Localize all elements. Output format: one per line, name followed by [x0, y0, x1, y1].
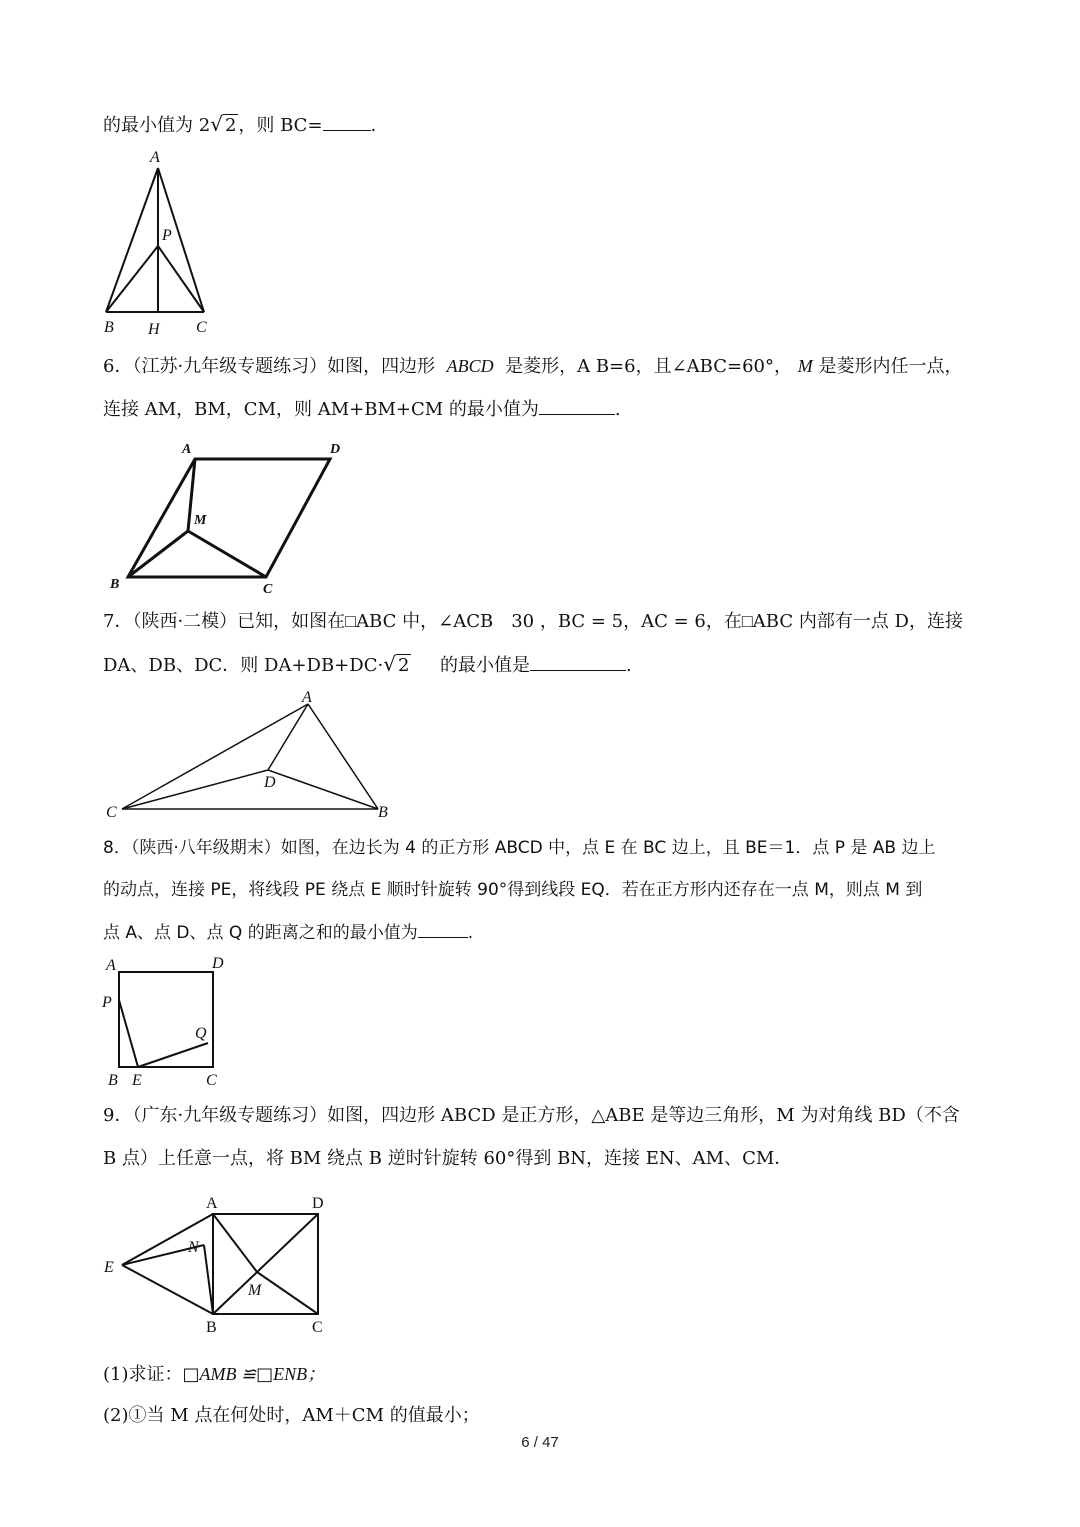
q7-line-1: 7．（陕西·二模）已知，如图在□ABC 中，∠ACB 30 ，BC = 5，AC = 6，在□ABC 内部有一点 D，连接	[103, 611, 963, 632]
label-b: B	[110, 577, 120, 592]
q7-line-2: DA、DB、DC．则 DA+DB+DC·√ 2 的最小值是 .	[103, 651, 632, 679]
q9-part-2: (2)①当 M 点在何处时，AM＋CM 的值最小；	[103, 1405, 480, 1426]
sqrt-2: √ 2	[383, 652, 410, 676]
q6-line-1: 6．（江苏·九年级专题练习）如图，四边形 ABCD 是菱形，A B=6，且∠ABC=60°， M 是菱形内任一点，	[103, 356, 963, 377]
figure-square-equilateral	[100, 1190, 340, 1350]
label-a: A	[302, 689, 312, 706]
label-d: D	[264, 774, 276, 791]
q9-line-2: B 点）上任意一点，将 BM 绕点 B 逆时针旋转 60°得到 BN，连接 EN、AM、CM．	[103, 1148, 793, 1169]
q8-line-2: 的动点，连接 PE，将线段 PE 绕点 E 顺时针旋转 90°得到线段 EQ．若在正方形内还存在一点 M，则点 M 到	[103, 880, 923, 900]
label-e: E	[132, 1072, 142, 1089]
missing-glyph-box: □	[256, 1364, 274, 1385]
q9-line-1: 9．（广东·九年级专题练习）如图，四边形 ABCD 是正方形，△ABE 是等边三角形，M 为对角线 BD（不含	[103, 1105, 960, 1126]
label-a: A	[150, 149, 160, 166]
label-m: M	[248, 1282, 262, 1299]
q5-tail-line: 的最小值为 2√ 2 ，则 BC= .	[103, 111, 376, 139]
figure-triangle-abc-d	[100, 690, 400, 820]
missing-glyph-box: □	[345, 611, 357, 631]
label-d: D	[330, 442, 341, 457]
label-p: P	[162, 227, 172, 244]
label-h: H	[148, 321, 160, 338]
label-d: D	[312, 1195, 324, 1212]
answer-blank	[539, 396, 615, 415]
sqrt-2: √ 2	[210, 112, 237, 136]
q8-line-1: 8．（陕西·八年级期末）如图，在边长为 4 的正方形 ABCD 中，点 E 在 BC 边上，且 BE＝1．点 P 是 AB 边上	[103, 838, 936, 858]
label-a: A	[206, 1195, 218, 1212]
label-n: N	[188, 1239, 199, 1256]
label-b: B	[206, 1319, 217, 1336]
label-b: B	[378, 804, 388, 821]
answer-blank	[418, 919, 468, 938]
figure-square-abcd-peq	[100, 952, 240, 1092]
answer-blank	[323, 112, 371, 131]
label-c: C	[196, 319, 207, 336]
label-p: P	[102, 994, 112, 1011]
label-c: C	[312, 1319, 323, 1336]
label-a: A	[106, 957, 116, 974]
page-number: 6 / 47	[521, 1434, 559, 1451]
missing-glyph-box: □	[741, 611, 753, 631]
label-a: A	[182, 442, 192, 457]
label-c: C	[206, 1072, 217, 1089]
label-q: Q	[195, 1025, 207, 1042]
missing-glyph-box: □	[182, 1364, 200, 1385]
q9-part-1: (1)求证：□AMB ≌□ENB；	[103, 1364, 326, 1385]
q8-line-3: 点 A、点 D、点 Q 的距离之和的最小值为 .	[103, 919, 473, 946]
label-b: B	[104, 319, 114, 336]
label-d: D	[212, 955, 224, 972]
figure-triangle-abc	[100, 148, 220, 338]
label-c: C	[263, 582, 273, 597]
answer-blank	[530, 652, 626, 671]
figure-rhombus-abcd	[100, 438, 360, 598]
label-m: M	[194, 513, 207, 528]
q6-line-2: 连接 AM，BM，CM，则 AM+BM+CM 的最小值为 .	[103, 396, 621, 423]
label-b: B	[108, 1072, 118, 1089]
label-e: E	[104, 1259, 114, 1276]
label-c: C	[106, 804, 117, 821]
